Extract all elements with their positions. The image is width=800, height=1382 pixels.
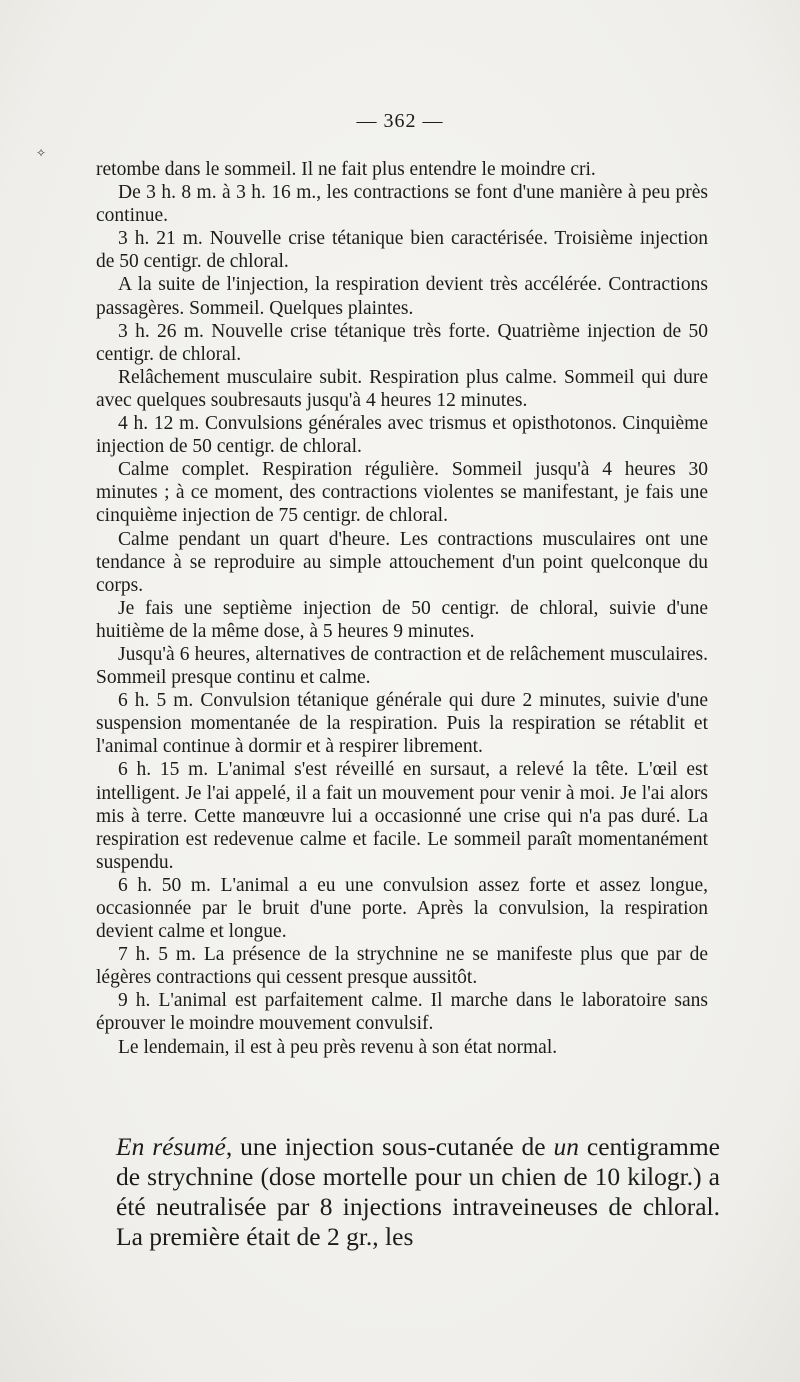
paragraph: Je fais une septième injection de 50 centigr. de chloral, suivie d'une huitième de la même dose, à 5 heures 9 minutes. [96,597,708,642]
body-text [96,158,708,1059]
paragraph: 3 h. 26 m. Nouvelle crise tétanique très forte. Quatrième injection de 50 centigr. de chloral. [96,320,708,365]
paragraph: 9 h. L'animal est parfaitement calme. Il marche dans le laboratoire sans éprouver le moindre mouvement convulsif. [96,990,708,1035]
summary-lead: En résumé [116,1132,226,1161]
page-number: — 362 — [356,110,444,132]
paragraph: 7 h. 5 m. La présence de la strychnine ne se manifeste plus que par de légères contractions qui cessent presque aussitôt. [96,944,708,989]
paragraph: De 3 h. 8 m. à 3 h. 16 m., les contractions se font d'une manière à peu près continue. [96,182,708,227]
paragraph: 6 h. 15 m. L'animal s'est réveillé en sursaut, a relevé la tête. L'œil est intelligent. Je l'ai appelé, il a fait un mouvement pour venir à moi. Je l'ai alors mis à terre. Cette manœuvre lui a occasionné une crise qui n'a pas duré. La respiration est redevenue calme et facile. Le sommeil paraît momentanément suspendu. [96,759,708,873]
paragraph: Calme pendant un quart d'heure. Les contractions musculaires ont une tendance à se reproduire au simple attouchement d'un point quelconque du corps. [96,528,708,596]
paragraph: Jusqu'à 6 heures, alternatives de contraction et de relâchement musculaires. Sommeil presque continu et calme. [96,643,708,689]
summary-paragraph [116,1132,720,1252]
paragraph: 6 h. 5 m. Convulsion tétanique générale qui dure 2 minutes, suivie d'une suspension momentanée de la respiration. Puis la respiration se rétablit et l'animal continue à dormir et à respirer librement. [96,690,708,758]
paragraph: 4 h. 12 m. Convulsions générales avec trismus et opisthotonos. Cinquième injection de 50 centigr. de chloral. [96,413,708,458]
summary-text: centigramme de strychnine (dose mortelle pour un chien de 10 kilogr.) a été neutralisée par 8 injections intraveineuses de chloral. La première était de 2 gr., les [116,1132,720,1251]
paragraph: 3 h. 21 m. Nouvelle crise tétanique bien caractérisée. Troisième injection de 50 centigr. de chloral. [96,228,708,273]
margin-mark: ✧ [36,146,47,160]
paragraph: Calme complet. Respiration régulière. Sommeil jusqu'à 4 heures 30 minutes ; à ce moment, des contractions violentes se manifestant, je fais une cinquième injection de 75 centigr. de chloral. [96,459,708,527]
paragraph: Relâchement musculaire subit. Respiration plus calme. Sommeil qui dure avec quelques soubresauts jusqu'à 4 heures 12 minutes. [96,366,708,411]
paragraph: retombe dans le sommeil. Il ne fait plus entendre le moindre cri. [96,159,596,180]
summary-emphasis: un [553,1132,579,1161]
summary-text: , une injection sous-cutanée de [225,1132,554,1161]
paragraph: 6 h. 50 m. L'animal a eu une convulsion assez forte et assez longue, occasionnée par le bruit d'une porte. Après la convulsion, la respiration devient calme et longue. [96,874,708,943]
paragraph: A la suite de l'injection, la respiration devient très accélérée. Contractions passagères. Sommeil. Quelques plaintes. [96,274,708,319]
paragraph: Le lendemain, il est à peu près revenu à son état normal. [118,1036,558,1058]
